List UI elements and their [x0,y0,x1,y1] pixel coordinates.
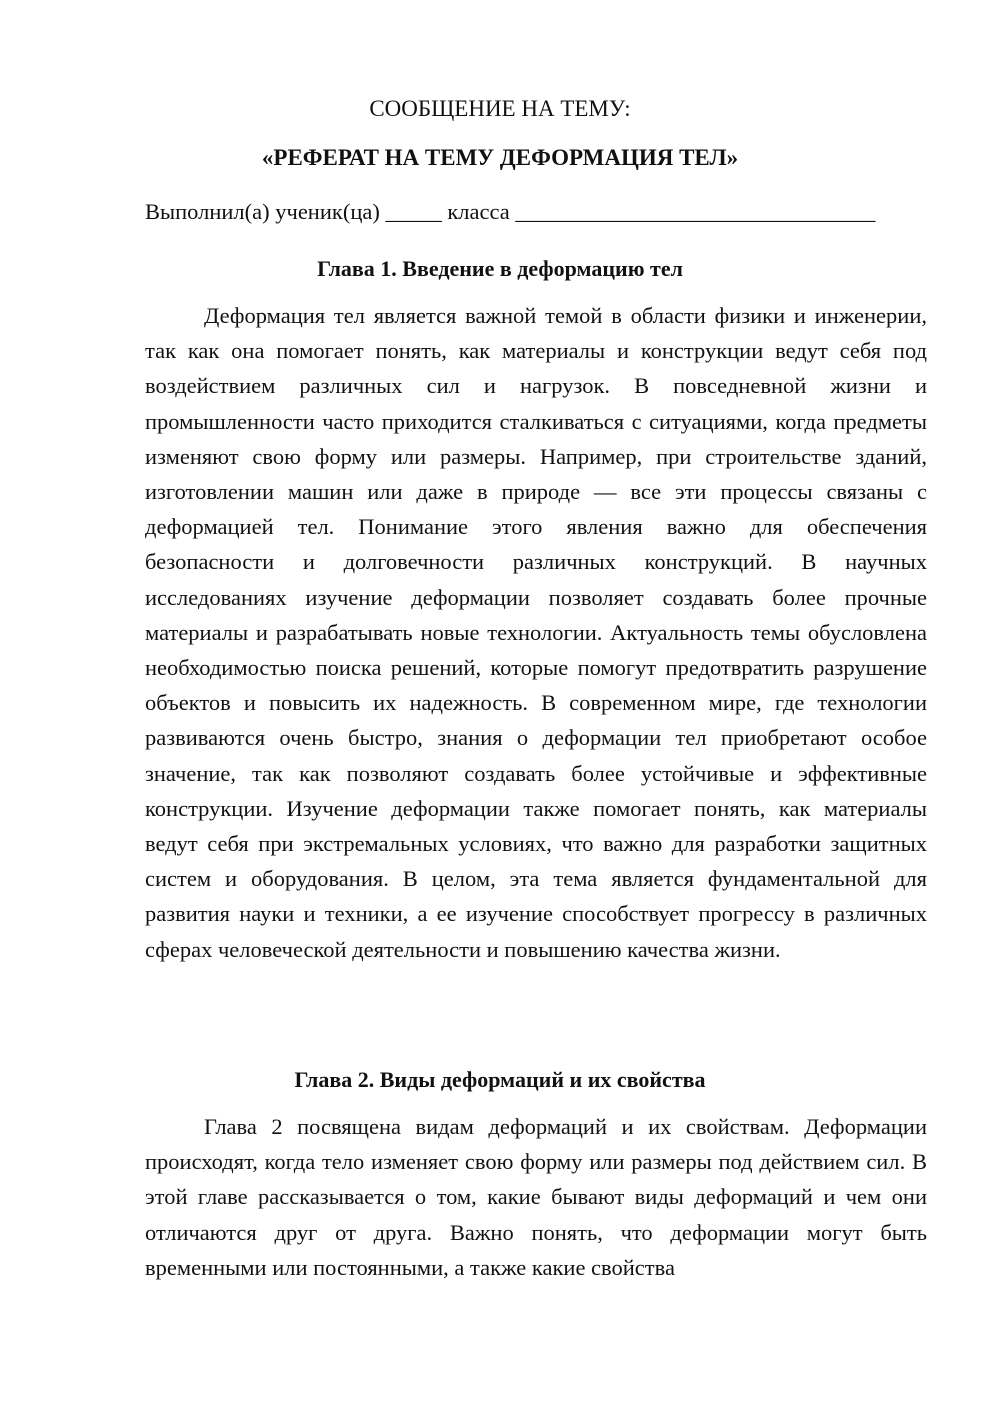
document-title: СООБЩЕНИЕ НА ТЕМУ: [369,96,631,121]
author-line: Выполнил(а) ученик(ца) _____ класса ________________________________ [145,199,876,224]
chapter-2-heading: Глава 2. Виды деформаций и их свойства [294,1067,706,1092]
chapter-1-heading: Глава 1. Введение в деформацию тел [317,256,683,281]
document-topic: «РЕФЕРАТ НА ТЕМУ ДЕФОРМАЦИЯ ТЕЛ» [261,145,739,170]
chapter-2-text: Глава 2 посвящена видам деформаций и их свойствам. Деформации происходят, когда тело изменяет свою форму или размеры под действием сил. В этой главе рассказывается о том, какие бывают виды деформаций и чем они отличаются друг от друга. Важно понять, что деформации могут быть временными или постоянными, а также какие свойства [145,1114,927,1280]
chapter-1-text: Деформация тел является важной темой в области физики и инженерии, так как она помогает понять, как материалы и конструкции ведут себя под воздействием различных сил и нагрузок. В повседневной жизни и промышленности часто приходится сталкиваться с ситуациями, когда предметы изменяют свою форму или размеры. Например, при строительстве зданий, изготовлении машин или даже в природе — все эти процессы связаны с деформацией тел. Понимание этого явления важно для обеспечения безопасности и долговечности различных конструкций. В научных исследованиях изучение деформации позволяет создавать более прочные материалы и разрабатывать новые технологии. Актуальность темы обусловлена необходимостью поиска решений, которые помогут предотвратить разрушение объектов и повысить их надежность. В современном мире, где технологии развиваются очень быстро, знания о деформации тел приобретают особое значение, так как позволяют создавать более устойчивые и эффективные конструкции. Изучение деформации также помогает понять, как материалы ведут себя при экстремальных условиях, что важно для разработки защитных систем и оборудования. В целом, эта тема является фундаментальной для развития науки и техники, а ее изучение способствует прогрессу в различных сферах человеческой деятельности и повышению качества жизни. [145,303,927,962]
